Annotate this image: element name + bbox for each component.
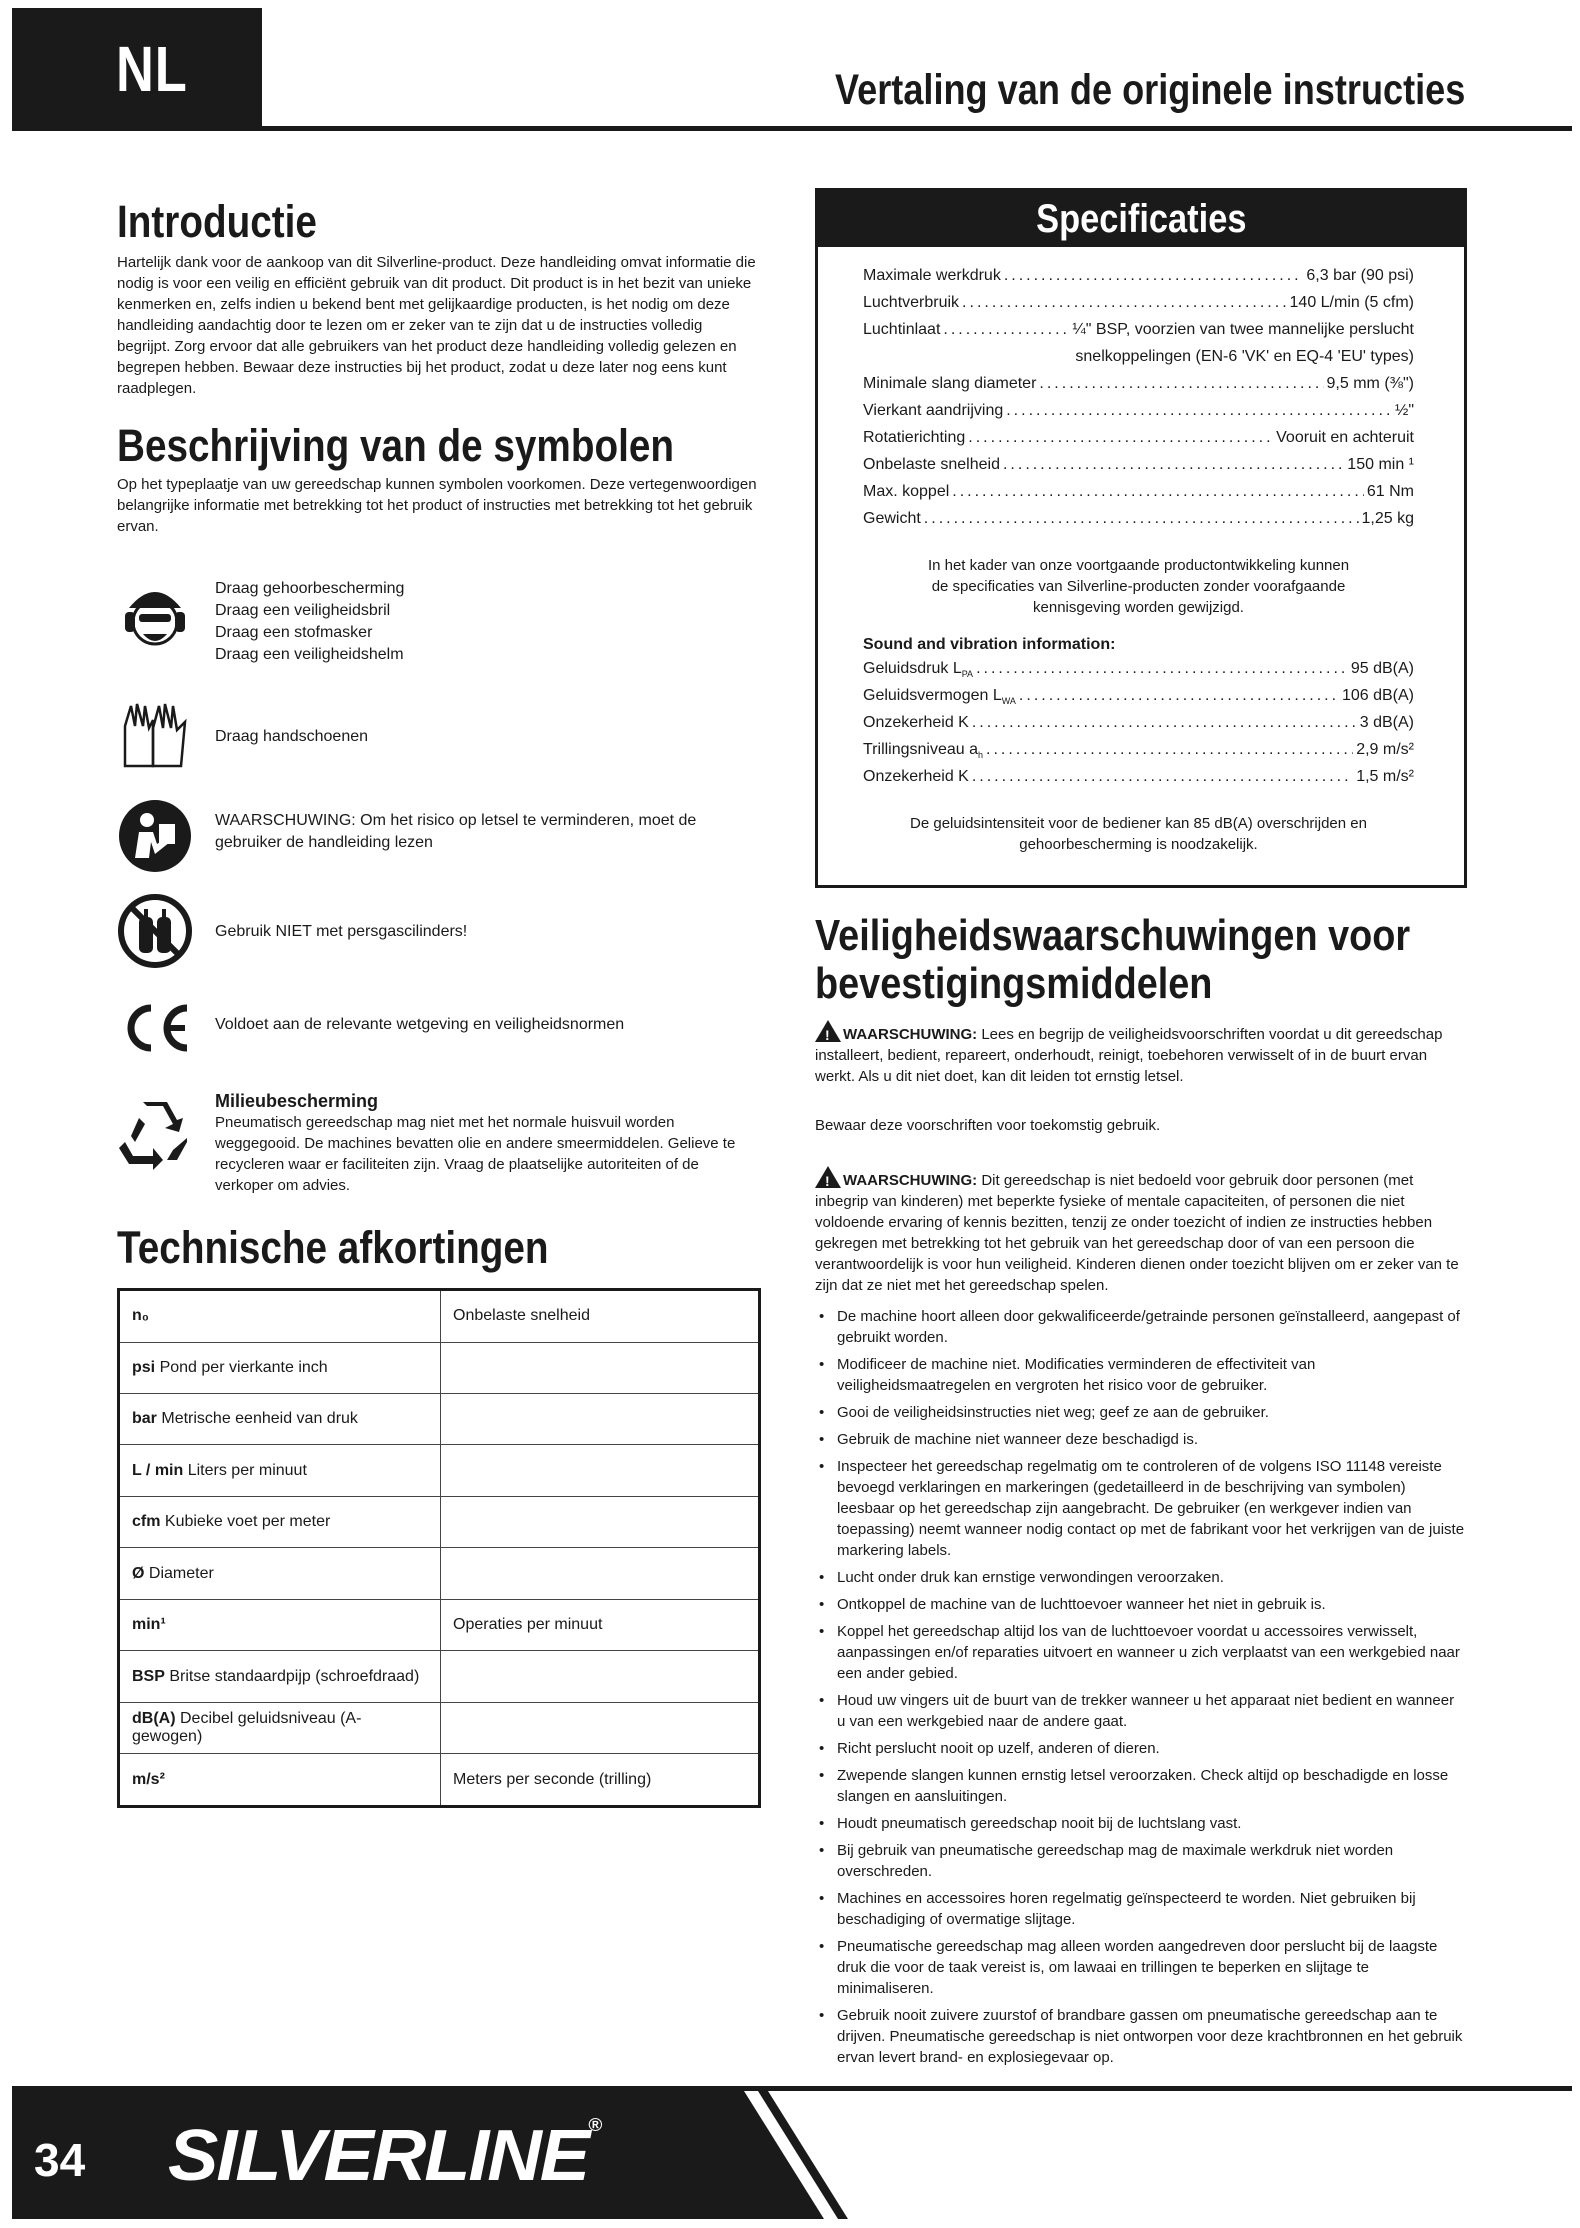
abbr-meaning — [441, 1496, 760, 1547]
spec-label: Maximale werkdruk — [863, 267, 1001, 284]
footer-stripes — [724, 2091, 1572, 2219]
spec-row — [863, 456, 1414, 483]
sound-label-wrap — [863, 714, 969, 733]
intro-heading: Introductie — [117, 196, 317, 247]
warning-triangle-icon — [815, 1020, 841, 1042]
gloves-icon — [117, 696, 193, 772]
specs-note: In het kader van onze voortgaande productontwikkeling kunnen de specificaties van Silverline-producten zonder voorafgaande kennisgeving worden gewijzigd. — [927, 557, 1350, 616]
spec-row — [863, 402, 1414, 429]
spec-row — [863, 510, 1414, 537]
sound-row — [863, 687, 1414, 714]
spec-value: snelkoppelingen (EN-6 'VK' en EQ-4 'EU' types) — [1075, 348, 1414, 365]
abbr-heading: Technische afkortingen — [117, 1222, 549, 1273]
abbr-code: n₀ — [132, 1307, 149, 1325]
spec-row — [863, 321, 1414, 348]
abbr-cell — [119, 1342, 441, 1393]
abbr-desc: Liters per minuut — [187, 1461, 307, 1479]
abbr-desc: Metrische eenheid van druk — [161, 1410, 358, 1428]
abbr-cell — [119, 1496, 441, 1547]
spec-label: Max. koppel — [863, 483, 950, 500]
list-item: • Koppel het gereedschap altijd los van de luchttoevoer voordat u accessoires verwisselt, aanpassingen en/of reparaties uitvoert en wanneer u zich verplaatst van een werkgebied naar een ander gebied. — [815, 1621, 1465, 1684]
spec-label: Luchtverbruik — [863, 294, 960, 311]
abbr-code: L / min — [132, 1461, 184, 1479]
spec-value: 61 Nm — [1366, 483, 1414, 500]
spec-row — [863, 267, 1414, 294]
abbr-code: Ø — [132, 1564, 145, 1582]
intro-text: Hartelijk dank voor de aankoop van dit Silverline-product. Deze handleiding omvat informatie die nodig is voor een veilig en efficiënt gebruik van dit product. Dit product is in het bezit van unieke kenmerken en, zelfs indien u bekend bent met gelijkaardige producten, is het nodig om deze handleiding aandachtig door te lezen om er zeker van te zijn dat u de instructies volledig begrijpt. Zorg ervoor dat alle gebruikers van het product deze handleiding volledig gelezen en begrepen hebben. Bewaar deze instructies bij het product, zodat u deze later nog eens kunt raadplegen. — [117, 254, 756, 397]
abbr-desc: Decibel geluidsniveau (A-gewogen) — [132, 1710, 362, 1746]
brand-reg: ® — [588, 2115, 600, 2135]
ce-label: Voldoet aan de relevante wetgeving en veiligheidsnormen — [215, 1016, 625, 1033]
abbr-code: m/s² — [132, 1770, 165, 1788]
abbr-desc: Pond per vierkante inch — [159, 1358, 328, 1376]
safety-heading-2: bevestigingsmiddelen — [815, 959, 1213, 1008]
abbreviations-table — [117, 1288, 761, 1808]
table-row — [119, 1393, 760, 1444]
safety-section — [815, 912, 1465, 2074]
list-item: • Richt perslucht nooit op uzelf, anderen of dieren. — [815, 1738, 1465, 1759]
abbr-cell — [119, 1651, 441, 1702]
ppe-item: Draag een veiligheidsbril — [215, 602, 391, 619]
specs-box — [815, 188, 1467, 888]
abbr-code: psi — [132, 1358, 156, 1376]
ce-mark-icon — [117, 990, 193, 1066]
list-item: • De machine hoort alleen door gekwalificeerde/getrainde personen geïnstalleerd, aangepast of gebruikt worden. — [815, 1306, 1465, 1348]
page-number: 34 — [34, 2134, 86, 2186]
env-text: Pneumatisch gereedschap mag niet met het normale huisvuil worden weggegooid. De machines bevatten olie en andere smeermiddelen. Gelieve te recycleren waar er faciliteiten zijn. Vraag de plaatselijke autoriteiten of de verkoper om advies. — [215, 1114, 736, 1194]
table-row — [119, 1702, 760, 1753]
specs-list — [863, 267, 1414, 855]
spec-label: Rotatierichting — [863, 429, 966, 446]
table-row — [119, 1290, 760, 1343]
abbr-cell — [119, 1290, 441, 1343]
warning-text: Lees en begrijp de veiligheidsvoorschriften voordat u dit gereedschap installeert, bedient, repareert, onderhoudt, reinigt, toebehoren verwisselt of in de buurt ervan werkt. Als u dit niet doet, kan dit leiden tot ernstig letsel. — [815, 1026, 1443, 1085]
list-item: • Houd uw vingers uit de buurt van de trekker wanneer u het apparaat niet bedient en wanneer u van een werkgebied naar de andere gaat. — [815, 1690, 1465, 1732]
sound-sub: h — [978, 750, 984, 761]
spec-value: Vooruit en achteruit — [1276, 429, 1414, 446]
spec-row — [863, 375, 1414, 402]
abbr-code: cfm — [132, 1513, 161, 1531]
ppe-list — [215, 578, 755, 666]
sound-label: Trillingsniveau a — [863, 741, 979, 758]
no-gas-cylinder-icon — [117, 893, 193, 969]
abbr-cell — [119, 1445, 441, 1496]
list-item: • Pneumatische gereedschap mag alleen worden aangedreven door perslucht bij de laagste druk die voor de taak vereist is, om lawaai en trillingen te beperken en slijtage te minimaliseren. — [815, 1936, 1465, 1999]
table-row — [119, 1651, 760, 1702]
abbr-cell — [119, 1754, 441, 1807]
warning-label: WAARSCHUWING: — [843, 1026, 978, 1043]
sound-value: 106 dB(A) — [1341, 687, 1414, 704]
spec-label: Vierkant aandrijving — [863, 402, 1004, 419]
sound-row — [863, 714, 1414, 741]
abbr-meaning — [441, 1548, 760, 1599]
abbr-meaning — [441, 1651, 760, 1702]
list-item: • Houdt pneumatisch gereedschap nooit bij de luchtslang vast. — [815, 1813, 1465, 1834]
abbr-meaning: Operaties per minuut — [441, 1599, 760, 1650]
sound-sub: WA — [1001, 696, 1016, 707]
abbr-code: BSP — [132, 1667, 165, 1685]
manual-label: WAARSCHUWING: Om het risico op letsel te verminderen, moet de gebruiker de handleiding lezen — [215, 812, 697, 851]
list-item: • Zwepende slangen kunnen ernstig letsel veroorzaken. Check altijd op beschadigde en losse slangen en aansluitingen. — [815, 1765, 1465, 1807]
brand-name: SILVERLINE — [168, 2116, 589, 2196]
cylinder-label: Gebruik NIET met persgascilinders! — [215, 923, 468, 940]
sound-label: Onzekerheid K — [863, 714, 969, 731]
language-code: NL — [116, 33, 188, 105]
sound-value: 3 dB(A) — [1359, 714, 1414, 731]
spec-label: Gewicht — [863, 510, 921, 527]
spec-value: ½" — [1394, 402, 1414, 419]
spec-label: Minimale slang diameter — [863, 375, 1037, 392]
abbr-cell — [119, 1393, 441, 1444]
abbr-section — [117, 1222, 757, 1274]
symbols-heading: Beschrijving van de symbolen — [117, 420, 675, 471]
ppe-item: Draag gehoorbescherming — [215, 580, 405, 597]
abbr-desc: Kubieke voet per meter — [164, 1513, 331, 1531]
sound-label-wrap — [863, 687, 1016, 706]
list-item: • Machines en accessoires horen regelmatig geïnspecteerd te worden. Niet gebruiken bij beschadiging of overmatige slijtage. — [815, 1888, 1465, 1930]
sound-label-wrap — [863, 741, 983, 760]
spec-value: 140 L/min (5 cfm) — [1289, 294, 1414, 311]
abbr-meaning — [441, 1342, 760, 1393]
abbr-desc: Britse standaardpijp (schroefdraad) — [169, 1667, 420, 1685]
page-title: Vertaling van de originele instructies — [834, 66, 1465, 114]
table-row — [119, 1599, 760, 1650]
table-row — [119, 1754, 760, 1807]
table-row — [119, 1548, 760, 1599]
spec-row — [863, 294, 1414, 321]
intro-section — [117, 196, 757, 399]
spec-label: Onbelaste snelheid — [863, 456, 1000, 473]
warning-2 — [815, 1166, 1465, 1296]
abbr-cell — [119, 1702, 441, 1753]
specs-heading: Specificaties — [1035, 197, 1247, 241]
list-item: • Inspecteer het gereedschap regelmatig om te controleren of de volgens ISO 11148 vereiste bevoegd verklaringen en markeringen (gedetailleerd in de beschrijving van symbolen) leesbaar op het gereedschap zijn aangebracht. De gebruiker (en werkgever indien van toepassing) neemt wanneer nodig contact op met de fabrikant voor het verkrijgen van de juiste markering labels. — [815, 1456, 1465, 1561]
spec-value: 9,5 mm (⅜") — [1326, 375, 1414, 392]
sound-title: Sound and vibration information: — [863, 636, 1116, 653]
page-number-box — [12, 2091, 104, 2219]
spec-value: 1,25 kg — [1361, 510, 1414, 527]
sound-value: 95 dB(A) — [1350, 660, 1414, 677]
read-manual-icon — [117, 798, 193, 874]
sound-label-wrap — [863, 768, 969, 787]
spec-value: 150 min ¹ — [1347, 456, 1414, 473]
sound-row — [863, 768, 1414, 795]
list-item: • Lucht onder druk kan ernstige verwondingen veroorzaken. — [815, 1567, 1465, 1588]
spec-row-continuation — [863, 348, 1414, 375]
safety-bullets — [815, 1306, 1465, 2068]
recycle-icon — [117, 1098, 193, 1174]
symbols-section — [117, 420, 757, 537]
abbr-meaning — [441, 1702, 760, 1753]
spec-value: 6,3 bar (90 psi) — [1306, 267, 1414, 284]
ppe-item: Draag een veiligheidshelm — [215, 646, 404, 663]
abbr-code: bar — [132, 1410, 157, 1428]
abbr-code: dB(A) — [132, 1710, 176, 1728]
spec-label: Luchtinlaat — [863, 321, 941, 338]
abbr-cell — [119, 1599, 441, 1650]
abbr-meaning: Onbelaste snelheid — [441, 1290, 760, 1343]
sound-label: Geluidsdruk L — [863, 660, 962, 677]
sound-label: Geluidsvermogen L — [863, 687, 1002, 704]
ppe-head-icon — [117, 578, 193, 654]
abbr-desc: Diameter — [148, 1564, 214, 1582]
keep-instructions: Bewaar deze voorschriften voor toekomstig gebruik. — [815, 1117, 1161, 1134]
sound-sub: PA — [961, 669, 974, 680]
abbr-meaning — [441, 1445, 760, 1496]
spec-row — [863, 483, 1414, 510]
symbols-text: Op het typeplaatje van uw gereedschap kunnen symbolen voorkomen. Deze vertegenwoordigen belangrijke informatie met betrekking tot het product of instructies met betrekking tot het gebruik ervan. — [117, 476, 757, 535]
spec-value: ¼" BSP, voorzien van twee mannelijke perslucht — [1072, 321, 1414, 338]
list-item: • Bij gebruik van pneumatische gereedschap mag de maximale werkdruk niet worden overschreden. — [815, 1840, 1465, 1882]
abbr-meaning: Meters per seconde (trilling) — [441, 1754, 760, 1807]
list-item: • Modificeer de machine niet. Modificaties verminderen de effectiviteit van veiligheidsmaatregelen en vergroten het risico voor de gebruiker. — [815, 1354, 1465, 1396]
sound-value: 2,9 m/s² — [1356, 741, 1414, 758]
header-rule — [12, 126, 1572, 131]
spec-row — [863, 429, 1414, 456]
env-block — [215, 1090, 760, 1196]
table-row — [119, 1496, 760, 1547]
list-item: • Gooi de veiligheidsinstructies niet weg; geef ze aan de gebruiker. — [815, 1402, 1465, 1423]
table-row — [119, 1445, 760, 1496]
abbr-meaning — [441, 1393, 760, 1444]
env-title: Milieubescherming — [215, 1091, 379, 1111]
list-item: • Ontkoppel de machine van de luchttoevoer wanneer het niet in gebruik is. — [815, 1594, 1465, 1615]
specs-header — [818, 191, 1464, 247]
sound-value: 1,5 m/s² — [1356, 768, 1414, 785]
ppe-item: Draag een stofmasker — [215, 624, 373, 641]
table-row — [119, 1342, 760, 1393]
sound-label-wrap — [863, 660, 973, 679]
sound-label: Onzekerheid K — [863, 768, 969, 785]
sound-note: De geluidsintensiteit voor de bediener kan 85 dB(A) overschrijden en gehoorbescherming is noodzakelijk. — [910, 815, 1367, 853]
list-item: • Gebruik de machine niet wanneer deze beschadigd is. — [815, 1429, 1465, 1450]
abbr-cell — [119, 1548, 441, 1599]
safety-heading-1: Veiligheidswaarschuwingen voor — [815, 911, 1411, 960]
sound-row — [863, 660, 1414, 687]
warning-label: WAARSCHUWING: — [843, 1172, 978, 1189]
warning-1 — [815, 1020, 1465, 1087]
gloves-label: Draag handschoenen — [215, 728, 369, 745]
warning-triangle-icon — [815, 1166, 841, 1188]
language-tab — [12, 8, 262, 130]
sound-row — [863, 741, 1414, 768]
silverline-logo — [168, 2115, 600, 2197]
list-item: • Gebruik nooit zuivere zuurstof of brandbare gassen om pneumatische gereedschap aan te drijven. Pneumatische gereedschap is niet ontworpen voor deze krachtbronnen en het gebruik ervan levert brand- en explosiegevaar op. — [815, 2005, 1465, 2068]
abbr-code: min¹ — [132, 1616, 166, 1634]
warning-text: Dit gereedschap is niet bedoeld voor gebruik door personen (met inbegrip van kinderen) met beperkte fysieke of mentale capaciteiten, of personen die niet voldoende ervaring of kennis bezitten, tenzij ze onder toezicht of indien ze instructies hebben gekregen met betrekking tot het gebruik van het gereedschap door of van een persoon die verantwoordelijk is voor hun veiligheid. Kinderen dienen onder toezicht blijven om er zeker van te zijn dat ze niet met het gereedschap spelen. — [815, 1172, 1459, 1294]
